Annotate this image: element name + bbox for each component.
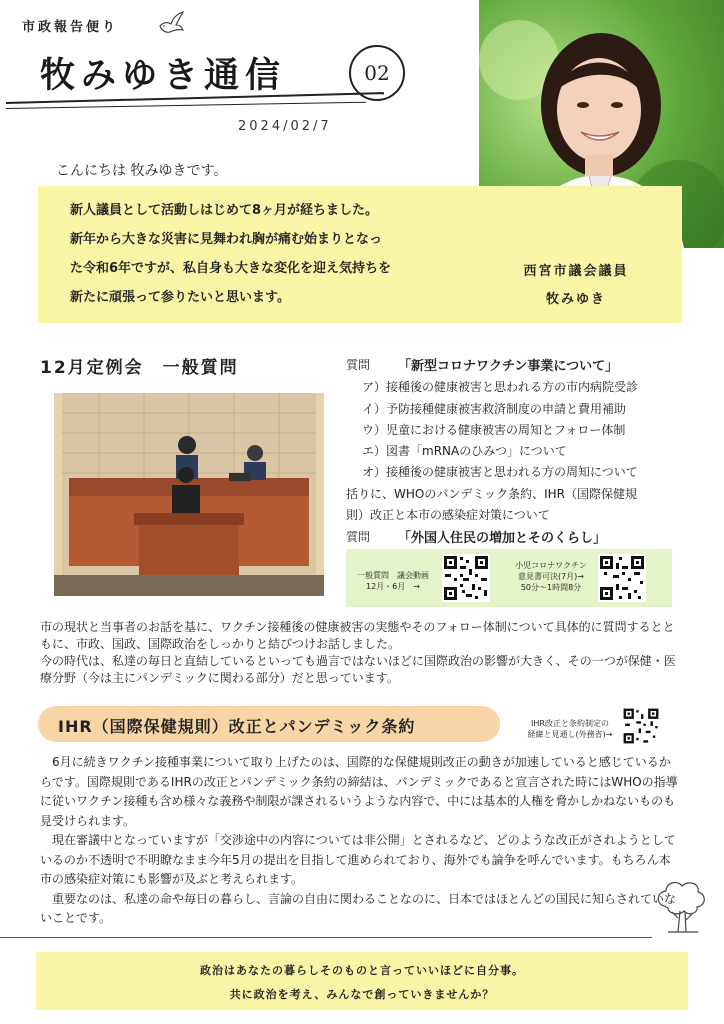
footer-message-line2: 共に政治を考え、みんなで創っていきませんか？ <box>229 988 495 1001</box>
question-label: 質問 <box>346 530 371 544</box>
newsletter-kicker: 市政報告便り <box>22 20 119 35</box>
newsletter-title: 牧みゆき通信 <box>40 56 287 96</box>
video-link-label[interactable]: 一般質問 議会動画 12月・6月 → <box>357 571 429 591</box>
issue-date: 2024/02/7 <box>238 119 332 134</box>
qr-code-icon[interactable] <box>622 707 660 745</box>
footer-message-line1: 政治はあなたの暮らしそのものと言っていいほどに自分事。 <box>200 964 524 977</box>
section-heading: 12月定例会 一般質問 <box>40 358 239 378</box>
ihr-link-label[interactable]: IHR改正と条約制定の 経緯と見通し(外務省)→ <box>527 719 613 739</box>
qr-code-icon[interactable] <box>442 554 490 602</box>
title-underline-thin <box>6 102 366 109</box>
council-session-photo <box>54 393 324 596</box>
ihr-body-text: 6月に続きワクチン接種事業について取り上げたのは、国際的な保健規則改正の動きが加速していると感じているからです。国際規則であるIHRの改正とパンデミック条約の締結は、パンデミックであると宣言された時にはWHOの指導に従いワクチン接種も含め様々な義務や制限が課されるいうような内容で、中には基本的人権を脅かしかねないものも見受けられます。 現在審議中となっていますが「交渉途中の内容については非公開」とされるなど、どのような改正がされようとしているのか不透明で不明瞭なまま今年5月の提出を目指して進められており、海外でも論争を呼んでいます。もちろん本市の感染症対策にも影響が及ぶと考えられます。 重要なのは、私達の命や毎日の暮らし、言論の自由に関わることなのに、日本ではほとんどの国民に知らされていないことです。 <box>40 755 678 925</box>
question-item: ウ）児童における健康被害の周知とフォロー体制 <box>362 423 626 437</box>
bottom-divider <box>0 937 652 938</box>
question-item: ア）接種後の健康被害と思われる方の市内病院受診 <box>362 380 639 394</box>
question-item: エ）図書「mRNAのひみつ」について <box>362 444 567 458</box>
ihr-heading: IHR（国際保健規則）改正とパンデミック条約 <box>58 717 416 736</box>
dove-icon <box>156 8 186 38</box>
opinion-link-label[interactable]: 小児コロナワクチン 意見書可決(7月)→ 50分〜1時間8分 <box>515 561 587 592</box>
question-item: オ）接種後の健康被害と思われる方の周知について <box>362 465 638 479</box>
issue-number: 02 <box>349 45 405 101</box>
question-title: 「外国人住民の増加とそのくらし」 <box>398 531 607 546</box>
question-title: 「新型コロナワクチン事業について」 <box>398 359 619 374</box>
qr-code-icon[interactable] <box>598 554 646 602</box>
author-name: 牧みゆき <box>545 292 606 307</box>
session-summary: 市の現状と当事者のお話を基に、ワクチン接種後の健康被害の実態やそのフォロー体制について具体的に質問するとともに、市政、国政、国際政治をしっかりと結びつけお話しました。 今の時代は、私達の毎日と直結しているといっても過言ではないほどに国際政治の影響が大きく、その一つが保健・医療分野（今は主にパンデミックに関わる部分）だと思っています。 <box>40 620 676 685</box>
question-item: 括りに、WHOのパンデミック条約、IHR（国際保健規 <box>346 487 637 501</box>
greeting-text: こんにちは 牧みゆきです。 <box>56 163 228 179</box>
council-role: 西宮市議会議員 <box>523 264 629 279</box>
question-item: イ）予防接種健康被害救済制度の申請と費用補助 <box>362 402 627 416</box>
question-label: 質問 <box>346 358 371 372</box>
tree-icon <box>654 878 708 934</box>
intro-message: 新人議員として活動しはじめて8ヶ月が経ちました。 新年から大きな災害に見舞われ胸が痛む始まりとなっ た令和6年ですが、私自身も大きな変化を迎え気持ちを 新たに頑張って参りたいと思います。 <box>70 203 392 305</box>
question-item: 則）改正と本市の感染症対策について <box>346 508 550 522</box>
